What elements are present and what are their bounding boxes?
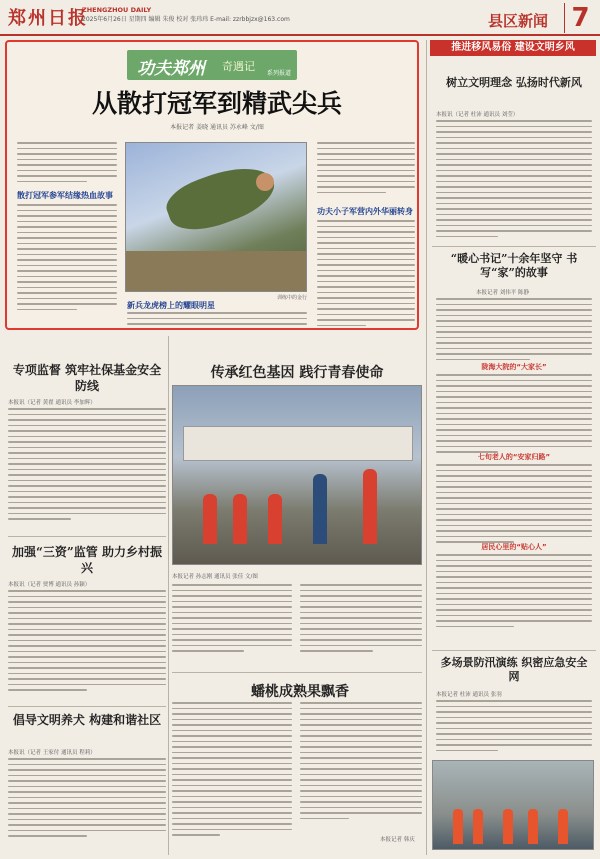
feature-body-col2b bbox=[127, 312, 307, 330]
article-body bbox=[436, 120, 592, 241]
article-title-red-gene[interactable]: 传承红色基因 践行青春使命 bbox=[210, 365, 384, 381]
feature-headline: 从散打冠军到精武尖兵 bbox=[91, 89, 342, 118]
divider bbox=[432, 650, 596, 651]
article-subhead: 七旬老人的“安家归路” bbox=[477, 453, 551, 461]
article-subhead: 陇海大院的“大家长” bbox=[481, 363, 547, 371]
article-title-social-security[interactable]: 专项监督 筑牢社保基金安全防线 bbox=[12, 363, 162, 393]
article-body bbox=[436, 374, 592, 457]
article-body bbox=[436, 464, 592, 547]
newspaper-logo: 郑州日报 bbox=[8, 8, 88, 29]
article-byline: 本报讯（记者 王家付 通讯员 程莉） bbox=[8, 750, 96, 756]
article-body bbox=[300, 584, 422, 656]
article-byline: 本报讯（记者 贾博 通讯员 孙颖） bbox=[8, 582, 91, 588]
feature-body-col1 bbox=[17, 142, 117, 186]
article-title-three-assets[interactable]: 加强“三资”监管 助力乡村振兴 bbox=[12, 545, 162, 575]
series-banner-title: 功夫郑州 bbox=[137, 59, 205, 79]
divider bbox=[8, 706, 166, 707]
article-byline: 本报记者 孙志刚 通讯员 张佳 文/图 bbox=[172, 574, 258, 580]
article-title-civil-dog[interactable]: 倡导文明养犬 构建和谐社区 bbox=[12, 713, 162, 727]
series-banner-tag: 系列报道 bbox=[267, 70, 292, 77]
flood-drill-photo bbox=[432, 760, 594, 850]
article-title-peach[interactable]: 蟠桃成熟果飘香 bbox=[251, 684, 349, 700]
feature-subhead-2: 功夫小子军营内外华丽转身 bbox=[317, 207, 413, 216]
divider bbox=[432, 246, 596, 247]
series-banner bbox=[127, 50, 297, 80]
masthead-meta bbox=[82, 6, 290, 24]
article-body bbox=[8, 758, 166, 841]
photo-caption: 训练中的金行 bbox=[277, 295, 308, 301]
column-header: 推进移风易俗 建设文明乡风 bbox=[430, 40, 596, 56]
article-body bbox=[8, 408, 166, 524]
feature-subhead-1: 散打冠军参军结缘热血故事 bbox=[17, 191, 113, 200]
page-number: 7 bbox=[564, 3, 596, 33]
feature-subhead-3: 新兵龙虎榜上的耀眼明星 bbox=[127, 301, 215, 310]
article-body bbox=[436, 700, 592, 755]
masthead-date-line: 2025年6月26日 星期四 编辑 朱俊 校对 张玮玮 E-mail: zzrbbjzx@163.com bbox=[82, 16, 290, 23]
series-banner-subtitle: 奇遇记 bbox=[222, 60, 255, 73]
article-subhead: 居民心里的“贴心人” bbox=[481, 543, 547, 551]
article-body bbox=[436, 298, 592, 364]
article-byline: 本报记者 韩庆 bbox=[380, 837, 415, 843]
article-title-warm-secretary[interactable]: “暖心书记”十余年坚守 书写“家”的故事 bbox=[450, 252, 578, 279]
soldier-training-photo bbox=[125, 142, 307, 292]
masthead bbox=[0, 0, 600, 36]
feature-article[interactable] bbox=[5, 40, 419, 330]
article-byline: 本报记者 刘伟平 陈静 bbox=[476, 290, 529, 296]
article-title-civilization[interactable]: 树立文明理念 弘扬时代新风 bbox=[446, 76, 582, 89]
article-body bbox=[172, 584, 292, 656]
feature-body-col3 bbox=[317, 142, 415, 197]
article-byline: 本报讯（记者 杜沛 通讯员 刘莹） bbox=[436, 112, 519, 118]
section-title: 县区新闻 bbox=[488, 12, 549, 30]
article-body bbox=[436, 554, 592, 631]
article-byline: 本报讯（记者 黄翟 通讯员 李加辉） bbox=[8, 400, 96, 406]
article-body bbox=[8, 590, 166, 695]
article-body bbox=[172, 702, 292, 840]
article-body bbox=[300, 702, 422, 823]
masthead-english-title: ZHENGZHOU DAILY bbox=[82, 6, 152, 14]
divider bbox=[172, 672, 422, 673]
feature-body-col1b bbox=[17, 204, 117, 314]
column-divider bbox=[168, 336, 169, 855]
article-title-flood-drill[interactable]: 多场景防汛演练 织密应急安全网 bbox=[440, 656, 588, 683]
youth-activity-photo bbox=[172, 385, 422, 565]
divider bbox=[8, 536, 166, 537]
feature-byline: 本报记者 姜晓 通讯员 苏永峰 文/图 bbox=[170, 124, 264, 131]
article-byline: 本报记者 杜沛 通讯员 张羽 bbox=[436, 692, 502, 698]
column-divider bbox=[426, 40, 427, 855]
feature-body-col3b bbox=[317, 220, 415, 330]
